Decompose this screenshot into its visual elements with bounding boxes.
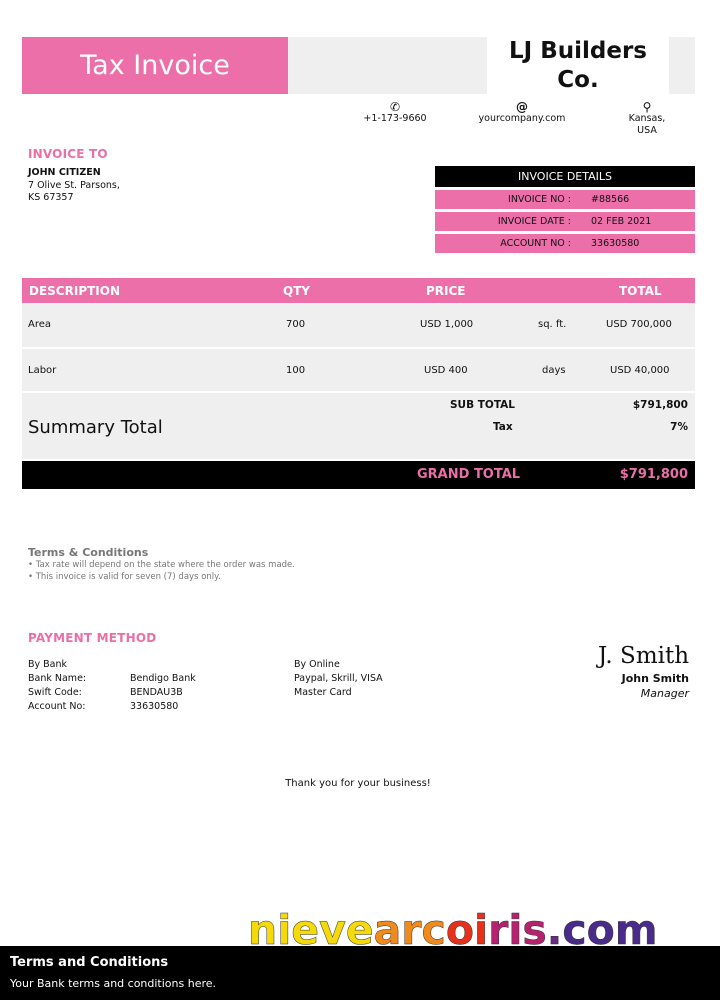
payment-online (294, 658, 383, 700)
at-icon: @ (516, 100, 528, 114)
account-number-row (435, 234, 695, 253)
row-unit: sq. ft. (538, 319, 567, 330)
contact-phone-text: +1-173-9660 (363, 113, 427, 124)
account-number-label: ACCOUNT NO : (500, 238, 571, 249)
account-no-value: 33630580 (130, 701, 179, 712)
company-name-line1: LJ Builders (509, 38, 647, 64)
contact-phone (362, 101, 428, 125)
row-total: USD 700,000 (606, 319, 672, 330)
watermark-letter: i (277, 906, 292, 954)
signature: J. Smith (598, 643, 690, 669)
watermark-letter: . (546, 906, 563, 954)
row-price: USD 1,000 (420, 319, 474, 330)
watermark-letter: o (445, 906, 475, 954)
row-qty: 100 (286, 365, 306, 376)
summary-section (22, 391, 695, 459)
subtotal-label: SUB TOTAL (450, 399, 515, 411)
invoice-details-header: INVOICE DETAILS (435, 166, 695, 187)
online-methods-line2: Master Card (294, 687, 352, 698)
tax-label: Tax (493, 421, 513, 433)
watermark-letter: o (586, 906, 615, 954)
row-description: Area (28, 319, 52, 330)
terms-line1: • Tax rate will depend on the state where the order was made. (28, 560, 295, 570)
invoice-number-value: #88566 (591, 194, 630, 205)
company-name (487, 37, 669, 94)
account-number-value: 33630580 (591, 238, 640, 249)
header-qty: QTY (283, 284, 311, 298)
watermark-letter: n (248, 906, 278, 954)
contact-location-text: Kansas, (628, 113, 666, 124)
header-description: DESCRIPTION (29, 284, 121, 298)
terms-line2: • This invoice is valid for seven (7) days only. (28, 572, 221, 582)
table-row (22, 347, 695, 391)
table-header (22, 278, 695, 303)
invoice-date-row (435, 212, 695, 231)
row-total: USD 40,000 (610, 365, 670, 376)
row-qty: 700 (286, 319, 306, 330)
client-name: JOHN CITIZEN (28, 167, 101, 178)
contact-website-text: yourcompany.com (478, 113, 566, 124)
header-total: TOTAL (619, 284, 662, 298)
bank-name-label: Bank Name: (28, 673, 87, 684)
swift-code-value: BENDAU3B (130, 687, 183, 698)
thank-you-note: Thank you for your business! (285, 778, 431, 789)
grand-total-value: $791,800 (619, 467, 688, 482)
company-name-line2: Co. (557, 67, 599, 93)
terms-title: Terms & Conditions (28, 546, 149, 559)
watermark-letter: i (508, 906, 523, 954)
payment-bank-values (130, 672, 196, 714)
phone-icon: ✆ (389, 100, 401, 114)
payment-method-title: PAYMENT METHOD (28, 631, 157, 645)
invoice-date-value: 02 FEB 2021 (591, 216, 652, 227)
subtotal-value: $791,800 (632, 399, 688, 411)
watermark (248, 906, 658, 954)
tax-value: 7% (670, 421, 688, 433)
account-no-label: Account No: (28, 701, 86, 712)
location-pin-icon: ⚲ (642, 100, 652, 114)
online-methods-line1: Paypal, Skrill, VISA (294, 673, 383, 684)
watermark-letter: i (474, 906, 489, 954)
row-description: Labor (28, 365, 57, 376)
grand-total-bar (22, 461, 695, 489)
client-address-line2: KS 67357 (28, 192, 74, 203)
items-table (22, 278, 695, 489)
row-unit: days (542, 365, 566, 376)
summary-total-label: Summary Total (28, 417, 163, 438)
swift-code-label: Swift Code: (28, 687, 82, 698)
invoice-date-label: INVOICE DATE : (497, 216, 571, 227)
signatory-name: John Smith (621, 672, 689, 685)
contact-website (478, 101, 566, 125)
invoice-number-row (435, 190, 695, 209)
watermark-letter: r (401, 906, 422, 954)
watermark-letter: m (614, 906, 658, 954)
bank-name-value: Bendigo Bank (130, 673, 196, 684)
grand-total-label: GRAND TOTAL (417, 467, 521, 482)
watermark-letter: e (345, 906, 374, 954)
invoice-title-text: Tax Invoice (80, 50, 230, 81)
table-row (22, 303, 695, 347)
watermark-letter: a (373, 906, 402, 954)
row-price: USD 400 (424, 365, 468, 376)
watermark-letter: v (319, 906, 346, 954)
watermark-letter: s (522, 906, 547, 954)
terms-section (28, 546, 295, 583)
footer-title: Terms and Conditions (10, 955, 169, 970)
client-address-line1: 7 Olive St. Parsons, (28, 180, 120, 191)
payment-bank-labels (28, 658, 86, 714)
invoice-title (22, 37, 288, 94)
footer-text: Your Bank terms and conditions here. (10, 977, 217, 990)
bank-heading: By Bank (28, 659, 68, 670)
footer (0, 946, 720, 1000)
online-heading: By Online (294, 659, 340, 670)
signatory-role: Manager (640, 687, 689, 700)
header-price: PRICE (426, 284, 466, 298)
invoice-details (435, 166, 695, 253)
contact-location (622, 101, 672, 137)
invoice-number-label: INVOICE NO : (508, 194, 571, 205)
watermark-letter: c (421, 906, 446, 954)
contact-location-text2: USA (637, 125, 657, 136)
watermark-letter: r (488, 906, 509, 954)
watermark-letter: c (562, 906, 587, 954)
invoice-to-label: INVOICE TO (28, 147, 108, 161)
watermark-letter: e (291, 906, 320, 954)
